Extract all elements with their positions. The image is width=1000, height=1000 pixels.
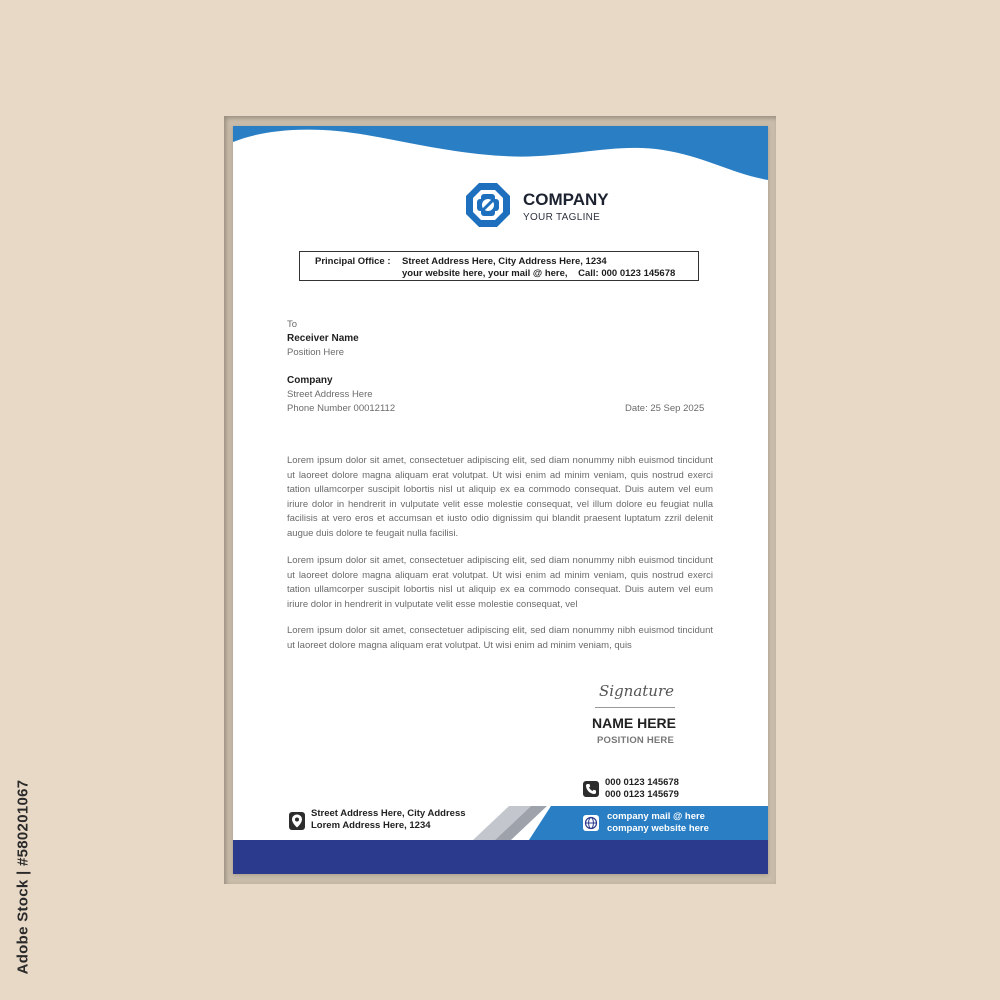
globe-icon [583, 815, 599, 831]
signature-line [595, 707, 675, 708]
stock-credit-text: Adobe Stock | #580201067 [14, 779, 32, 975]
company-tagline: YOUR TAGLINE [523, 212, 601, 223]
location-pin-icon [289, 812, 305, 830]
receiver-name: Receiver Name [287, 333, 359, 344]
footer-address-line-2: Lorem Address Here, 1234 [311, 820, 431, 831]
stock-credit [12, 762, 34, 992]
recipient-company: Company [287, 375, 333, 386]
company-name: COMPANY [523, 190, 609, 209]
signer-position: POSITION HERE [597, 735, 675, 746]
letter-date: Date: 25 Sep 2025 [625, 403, 705, 414]
to-label: To [287, 319, 298, 330]
principal-office-label: Principal Office : [315, 256, 391, 267]
phone-icon [583, 781, 599, 797]
signer-name: NAME HERE [592, 715, 677, 731]
signature-script: Signature [599, 682, 675, 700]
footer-website: company website here [607, 823, 709, 834]
receiver-position: Position Here [287, 347, 345, 358]
principal-office-box [299, 251, 699, 281]
footer-phone-2: 000 0123 145679 [605, 789, 679, 800]
company-logo [465, 182, 645, 232]
body-paragraph-3: Lorem ipsum dolor sit amet, consectetuer adipiscing elit, sed diam nonummy nibh euismod tincidunt ut laoreet dolore magna aliquam erat volutpat. Ut wisi enim ad minim veniam, quis [287, 625, 713, 651]
letterhead-page [233, 126, 768, 874]
body-paragraph-2: Lorem ipsum dolor sit amet, consectetuer adipiscing elit, sed diam nonummy nibh euismod tincidunt ut laoreet dolore magna aliquam erat volutpat. Ut wisi enim ad minim veniam, quis nostrud exerci tation ullamcorper suscipit lobortis nisl ut aliquip ex ea commodo consequat. Duis autem vel eum iriure dolor in hendrerit in vulputate velit esse molestie consequat, vel [287, 555, 713, 610]
company-logo-icon [465, 182, 511, 228]
principal-office-contact: your website here, your mail @ here, Call: 000 0123 145678 [402, 268, 676, 279]
body-paragraph-1: Lorem ipsum dolor sit amet, consectetuer adipiscing elit, sed diam nonummy nibh euismod tincidunt ut laoreet dolore magna aliquam erat volutpat. Ut wisi enim ad minim veniam, quis nostrud exerci tation ullamcorper suscipit lobortis nisl ut aliquip ex ea commodo consequat. Duis autem vel eum iriure dolor in hendrerit in vulputate velit esse molestie consequat, vel illum dolore eu feugiat nulla facilisis at vero eros et accumsan et iusto odio dignissim qui blandit praesent luptatum zzril delenit augue duis dolore te feugait nulla facilisi. [287, 455, 713, 539]
footer-mail: company mail @ here [607, 811, 705, 822]
footer-phone-1: 000 0123 145678 [605, 777, 679, 788]
recipient-address: Street Address Here [287, 389, 373, 400]
recipient-phone: Phone Number 00012112 [287, 403, 396, 414]
principal-office-address: Street Address Here, City Address Here, 1234 [402, 256, 607, 267]
footer-address-line-1: Street Address Here, City Address [311, 808, 466, 819]
header-wave [233, 126, 768, 186]
